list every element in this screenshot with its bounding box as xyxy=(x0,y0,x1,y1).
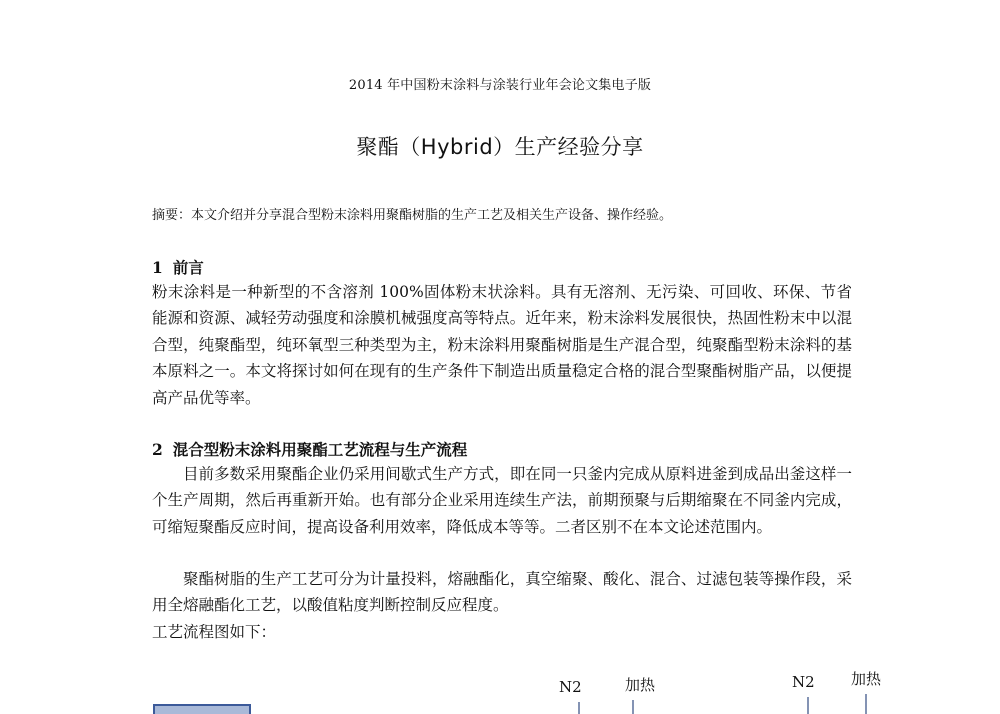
flow-intro-text: 工艺流程图如下： xyxy=(152,623,277,641)
section-2-heading xyxy=(152,438,467,460)
section-number: 2 xyxy=(152,440,163,459)
abstract xyxy=(152,204,852,223)
n2-label-2: N2 xyxy=(792,673,815,691)
section-1-heading xyxy=(152,256,204,278)
flow-diagram-graphics xyxy=(0,660,1000,714)
section-title: 前言 xyxy=(172,258,204,277)
section-2-paragraph-2: 聚酯树脂的生产工艺可分为计量投料，熔融酯化，真空缩聚、酸化、混合、过滤包装等操作段，采用全熔融酯化工艺，以酸值粘度判断控制反应程度。 xyxy=(152,570,852,615)
section-title: 混合型粉末涂料用聚酯工艺流程与生产流程 xyxy=(172,440,468,459)
reactor-box xyxy=(154,705,250,714)
abstract-label: 摘要： xyxy=(152,208,192,223)
section-1-paragraph: 粉末涂料是一种新型的不含溶剂 100%固体粉末状涂料。具有无溶剂、无污染、可回收、环保、节省能源和资源、减轻劳动强度和涂膜机械强度高等特点。近年来，粉末涂料发展很快，热固性粉末中以混合型，纯聚酯型，纯环氧型三种类型为主，粉末涂料用聚酯树脂是生产混合型，纯聚酯型粉末涂料的基本原料之一。本文将探讨如何在现有的生产条件下制造出质量稳定合格的混合型聚酯树脂产品，以便提高产品优等率。 xyxy=(152,283,852,407)
n2-label-1: N2 xyxy=(559,678,582,696)
section-2-paragraph-1: 目前多数采用聚酯企业仍采用间歇式生产方式，即在同一只釜内完成从原料进釜到成品出釜这样一个生产周期，然后再重新开始。也有部分企业采用连续生产法，前期预聚与后期缩聚在不同釜内完成，可缩短聚酯反应时间，提高设备利用效率，降低成本等等。二者区别不在本文论述范围内。 xyxy=(152,465,852,536)
heating-label-1: 加热 xyxy=(625,676,656,694)
process-flow-diagram xyxy=(0,660,1000,714)
section-number: 1 xyxy=(152,258,163,277)
running-header: 2014 年中国粉末涂料与涂装行业年会论文集电子版 xyxy=(348,78,652,93)
heating-label-2: 加热 xyxy=(851,670,882,688)
abstract-text: 本文介绍并分享混合型粉末涂料用聚酯树脂的生产工艺及相关生产设备、操作经验。 xyxy=(191,208,673,223)
paper-title: 聚酯（Hybrid）生产经验分享 xyxy=(356,135,644,159)
